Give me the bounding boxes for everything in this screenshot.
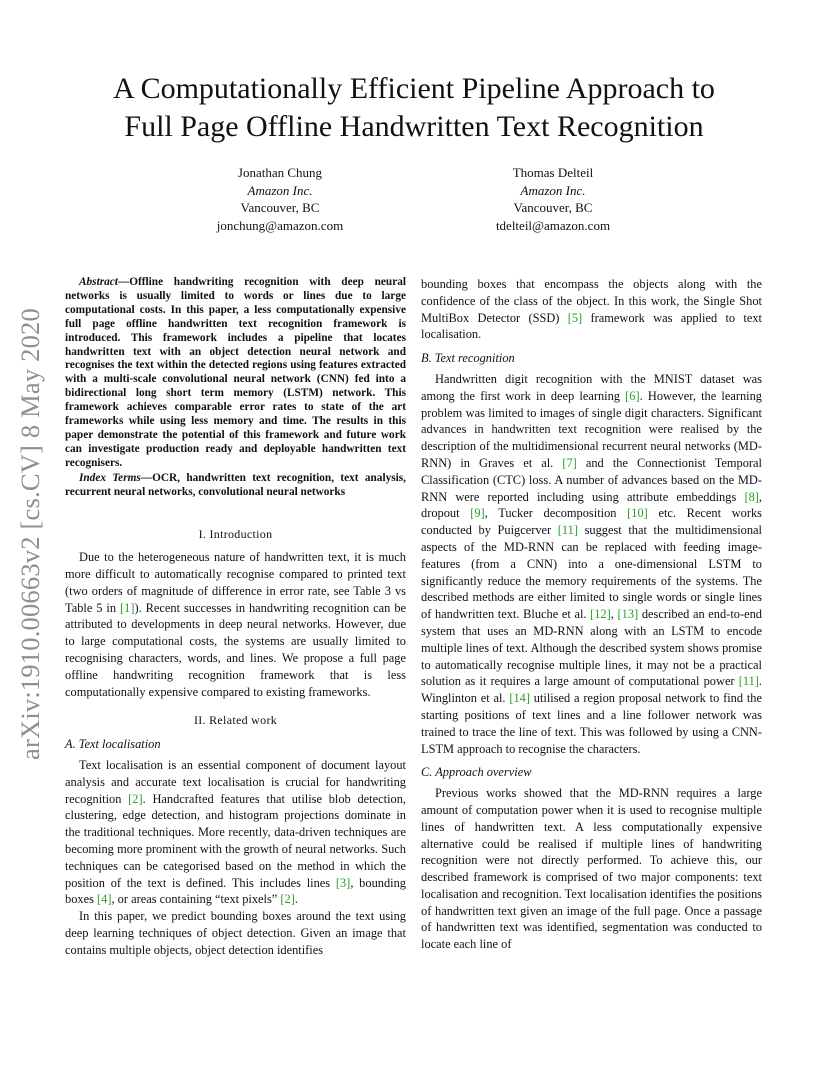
subsection-heading-text-recognition: B. Text recognition [421,351,515,366]
text-span: , or areas containing “text pixels” [111,892,281,907]
text-span: . [294,892,298,907]
abstract-text: —Offline handwriting recognition with deep neural networks is usually limited to words or lines due to large computational costs. In this paper, a less computationally expensive full page offline handwritten text recognition framework is introduced. This framework includes a pipeline that locates handwritten text with an object detection neural network and recognises the text within the detected regions using features extracted with a multi-scale convolutional neural network (CNN) fed into a bidirectional long short term memory (LSTM) network. This framework achieves comparable error rates to state of the art frameworks while using less memory and time. The results in this paper demonstrate the potential of this framework and future work can investigate production ready and deployable handwritten text recognisers. [65,276,406,469]
author-name: Jonathan Chung [237,165,323,180]
citation-link[interactable]: [10] [627,506,648,521]
text-span: suggest that the multidimensional aspects of the MD-RNN can be replaced with feeding image-features (from a CNN) into a one-dimensional LSTM to significantly reduce the memory requirements of the systems. The described methods are either limited to single words or single lines of handwritten text. Bluche et al. [421,523,762,622]
citation-link[interactable]: [9] [470,506,485,521]
citation-link[interactable]: [2] [280,892,295,907]
citation-link[interactable]: [13] [617,607,639,622]
text-span: described an end-to-end system that uses an MD-RNN along with an LSTM to encode multiple lines of text. Although the described system shows promise to automatically recognise multiple lines, it may not be a practical solution as it requires a large amount of computational power [421,607,762,689]
section-heading-introduction: I. Introduction [198,526,273,541]
citation-link[interactable]: [3] [335,875,351,890]
citation-link[interactable]: [11] [557,523,578,538]
index-terms-text: —OCR, handwritten text recognition, text analysis, recurrent neural networks, convolutional neural networks [65,471,406,498]
author-affiliation: Amazon Inc. [520,182,586,198]
author-location: Vancouver, BC [513,200,593,215]
subsection-heading-text-localisation: A. Text localisation [65,737,161,752]
text-span: Due to the heterogeneous nature of handwritten text, it is much more difficult to automatically recognise compared to printed text (two orders of magnitude of difference in error rate, see Table 3 vs Table 5 in [65,550,406,615]
text-span: Text localisation is an essential component of document layout analysis and accurate text localisation is crucial for handwriting recognition [65,758,406,806]
author-block-1 [150,164,410,234]
citation-link[interactable]: [11] [738,674,759,689]
citation-link[interactable]: [4] [97,892,112,907]
abstract [65,276,406,471]
author-name: Thomas Delteil [512,165,594,180]
title-line-2: Full Page Offline Handwritten Text Recognition [124,110,704,143]
approach-overview-paragraph: Previous works showed that the MD-RNN requires a large amount of computation power when it is used to recognise multiple lines of handwritten text. A less computationally expensive alternative could be realised if multiple lines of handwriting recognition were not directly performed. To achieve this, our described framework is comprised of two major components: text localisation and recognition. Text localisation identifies the positions of handwritten text given an image of the full page. Once a passage of handwritten text was identified, segmentation was conducted to locate each line of [421,786,762,952]
intro-paragraph [65,549,406,700]
author-affiliation: Amazon Inc. [247,182,313,198]
author-location: Vancouver, BC [240,200,320,215]
citation-link[interactable]: [14] [509,691,530,706]
arxiv-stamp: arXiv:1910.00663v2 [cs.CV] 8 May 2020 [15,308,45,760]
abstract-lead: Abstract [79,276,118,288]
citation-link[interactable]: [2] [128,791,143,806]
title-line-1: A Computationally Efficient Pipeline Approach to [113,72,715,105]
citation-link[interactable]: [7] [562,455,577,470]
subsection-heading-approach-overview: C. Approach overview [421,765,532,780]
text-span: etc. Recent works conducted by Puigcerver [421,506,762,538]
text-localisation-paragraph [65,757,406,908]
right-column [421,276,762,953]
citation-link[interactable]: [12] [590,607,611,622]
citation-link[interactable]: [1] [120,600,135,615]
citation-link[interactable]: [6] [625,388,640,403]
text-recognition-paragraph [421,371,762,757]
text-span: . However, the learning problem was limited to images of single digit characters. Significant advances in handwritten text recognition were realised by the description of the multidimensional recurrent neural networks (MD-RNN) in Graves et al. [421,388,763,470]
text-span: , Tucker decomposition [484,506,628,521]
text-span: . Winglinton et al. [421,674,762,706]
continued-paragraph [421,276,762,343]
author-email: tdelteil@amazon.com [495,217,611,233]
text-span: Handwritten digit recognition with the MNIST dataset was among the first work in deep learning [421,371,762,403]
text-span: ). Recent successes in handwriting recognition can be attributed to developments in deep neural networks. However, due to large computational costs, the systems are usually limited to recognising characters, words, and lines. We propose a full page offline handwriting recognition framework that is less computationally expensive compared to existing frameworks. [65,600,407,699]
citation-link[interactable]: [5] [567,310,583,325]
left-column [65,276,406,959]
text-span: , dropout [421,489,762,521]
text-span: . Handcrafted features that utilise blob detection, clustering, edge detection, and histogram projections dominate in the traditional techniques. More recently, data-driven techniques are becoming more prominent with the growth of neural networks. Such techniques can be categorised based on the method in which the position of the text is defined. This includes lines [65,791,406,890]
section-heading-related-work: II. Related work [193,713,278,728]
author-email: jonchung@amazon.com [216,217,344,233]
index-terms-lead: Index Terms [79,471,141,484]
text-span: and the Connectionist Temporal Classification (CTC) loss. A number of advances based on the MD-RNN were reported including using attribute embeddings [421,455,762,504]
text-span: framework was applied to text localisation. [421,310,762,342]
text-span: utilised a region proposal network to find the starting positions of text lines and a line follower network was trained to trace the line of text. This was followed by using a CNN-LSTM approach to recognise the characters. [421,691,762,756]
text-localisation-paragraph-2: In this paper, we predict bounding boxes around the text using deep learning techniques of object detection. Given an image that contains multiple objects, object detection identifies [65,909,406,957]
citation-link[interactable]: [8] [744,489,759,504]
text-span: bounding boxes that encompass the objects along with the confidence of the class of the object. In this work, the Single Shot MultiBox Detector (SSD) [421,277,762,325]
text-span: , bounding boxes [65,875,406,907]
text-span: , [610,607,618,622]
index-terms [65,472,406,500]
author-block-2 [423,164,683,234]
paper-title [40,70,788,146]
